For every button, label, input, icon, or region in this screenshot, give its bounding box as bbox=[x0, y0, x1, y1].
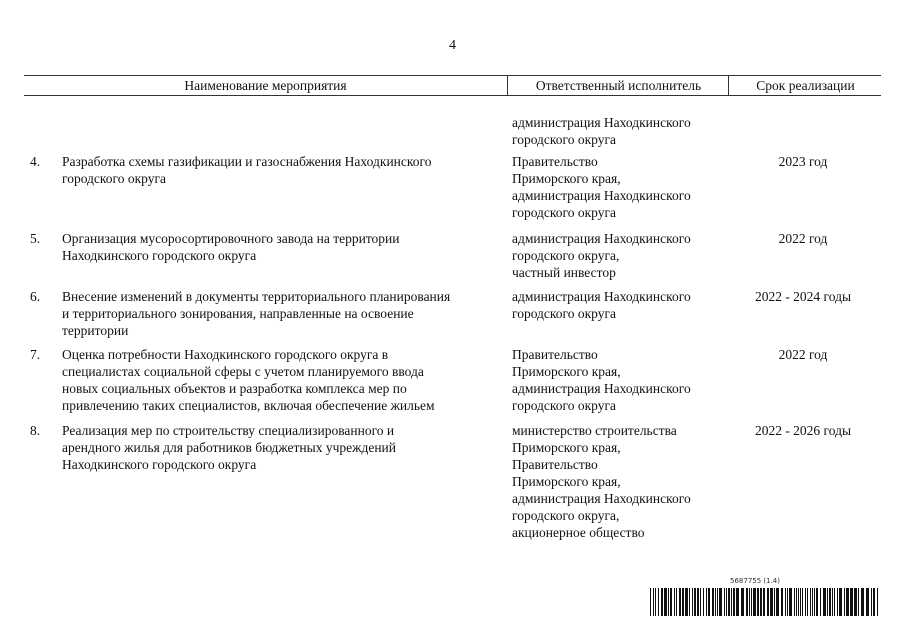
barcode-bar bbox=[800, 588, 801, 616]
barcode-bar bbox=[712, 588, 714, 616]
barcode-bar bbox=[776, 588, 779, 616]
desc-line: городского округа bbox=[62, 171, 167, 186]
barcode-bar bbox=[741, 588, 744, 616]
barcode-bar bbox=[676, 588, 677, 616]
continuation-line: городского округа bbox=[512, 132, 617, 147]
desc-line: Разработка схемы газификации и газоснабжения Находкинского bbox=[62, 154, 432, 169]
barcode-icon bbox=[650, 588, 880, 616]
resp-line: Правительство bbox=[512, 457, 598, 472]
resp-line: городского округа bbox=[512, 306, 617, 321]
barcode-bar bbox=[746, 588, 748, 616]
barcode-bar bbox=[866, 588, 869, 616]
barcode-bar bbox=[794, 588, 795, 616]
barcode-bar bbox=[703, 588, 704, 616]
barcode-bar bbox=[700, 588, 701, 616]
barcode-bar bbox=[789, 588, 792, 616]
barcode-bar bbox=[692, 588, 693, 616]
desc-line: новых социальных объектов и разработка комплекса мер по bbox=[62, 381, 407, 396]
barcode-bar bbox=[807, 588, 808, 616]
resp-line: городского округа, bbox=[512, 248, 620, 263]
barcode-bar bbox=[726, 588, 727, 616]
row-description bbox=[62, 346, 502, 414]
barcode-bar bbox=[781, 588, 783, 616]
barcode-bar bbox=[814, 588, 815, 616]
barcode-bar bbox=[653, 588, 654, 616]
barcode-bar bbox=[767, 588, 769, 616]
barcode-bar bbox=[805, 588, 806, 616]
header-name: Наименование мероприятия bbox=[184, 78, 347, 93]
barcode-bar bbox=[719, 588, 722, 616]
row-term: 2022 год bbox=[778, 347, 828, 362]
barcode-bar bbox=[844, 588, 845, 616]
barcode-bar bbox=[823, 588, 826, 616]
barcode-bar bbox=[685, 588, 688, 616]
barcode-bar bbox=[674, 588, 675, 616]
desc-line: Организация мусоросортировочного завода на территории bbox=[62, 231, 400, 246]
barcode-bar bbox=[670, 588, 672, 616]
barcode-bar bbox=[749, 588, 750, 616]
header-term: Срок реализации bbox=[728, 76, 882, 95]
resp-line: Приморского края, bbox=[512, 474, 621, 489]
continuation-responsible bbox=[512, 114, 691, 148]
barcode-bar bbox=[751, 588, 752, 616]
barcode-bar bbox=[655, 588, 656, 616]
table-header bbox=[24, 75, 881, 96]
desc-line: Находкинского городского округа bbox=[62, 248, 257, 263]
barcode-bar bbox=[697, 588, 699, 616]
row-description bbox=[62, 288, 502, 339]
page-number: 4 bbox=[449, 38, 456, 53]
barcode-bar bbox=[679, 588, 681, 616]
barcode-bar bbox=[787, 588, 788, 616]
desc-line: арендного жилья для работников бюджетных учреждений bbox=[62, 440, 396, 455]
resp-line: министерство строительства bbox=[512, 423, 677, 438]
desc-line: привлечению таких специалистов, включая обеспечение жильем bbox=[62, 398, 435, 413]
barcode-bar bbox=[846, 588, 849, 616]
barcode-bar bbox=[763, 588, 765, 616]
resp-line: частный инвестор bbox=[512, 265, 616, 280]
barcode-caption: 5687755 (1.4) bbox=[730, 577, 780, 585]
row-term: 2023 год bbox=[778, 154, 828, 169]
barcode-bar bbox=[757, 588, 759, 616]
resp-line: городского округа bbox=[512, 205, 617, 220]
resp-line: Правительство bbox=[512, 347, 598, 362]
barcode-bar bbox=[715, 588, 716, 616]
row-description bbox=[62, 153, 502, 187]
row-responsible bbox=[512, 346, 732, 414]
row-responsible bbox=[512, 230, 732, 281]
barcode-bar bbox=[694, 588, 696, 616]
barcode-bar bbox=[706, 588, 707, 616]
row-number: 6. bbox=[30, 289, 41, 304]
barcode-bar bbox=[650, 588, 651, 616]
resp-line: городского округа bbox=[512, 398, 617, 413]
barcode-bar bbox=[834, 588, 835, 616]
resp-line: городского округа, bbox=[512, 508, 620, 523]
barcode-bar bbox=[871, 588, 872, 616]
resp-line: Приморского края, bbox=[512, 171, 621, 186]
row-term: 2022 - 2026 годы bbox=[754, 423, 852, 438]
resp-line: акционерное общество bbox=[512, 525, 645, 540]
row-term: 2022 год bbox=[778, 231, 828, 246]
desc-line: Находкинского городского округа bbox=[62, 457, 257, 472]
barcode-bar bbox=[733, 588, 735, 616]
barcode-bar bbox=[816, 588, 818, 616]
row-description bbox=[62, 422, 502, 473]
barcode-bar bbox=[668, 588, 669, 616]
resp-line: Приморского края, bbox=[512, 440, 621, 455]
barcode-bar bbox=[837, 588, 838, 616]
row-number: 7. bbox=[30, 347, 41, 362]
barcode-bar bbox=[854, 588, 857, 616]
barcode-bar bbox=[774, 588, 775, 616]
barcode-bar bbox=[731, 588, 732, 616]
barcode-bar bbox=[753, 588, 756, 616]
continuation-line: администрация Находкинского bbox=[512, 115, 691, 130]
barcode-bar bbox=[810, 588, 811, 616]
barcode-bar bbox=[708, 588, 710, 616]
barcode-bar bbox=[850, 588, 853, 616]
barcode-bar bbox=[802, 588, 803, 616]
barcode-bar bbox=[724, 588, 725, 616]
barcode-bar bbox=[760, 588, 762, 616]
row-number: 8. bbox=[30, 423, 41, 438]
barcode-bar bbox=[796, 588, 797, 616]
barcode-bar bbox=[682, 588, 684, 616]
barcode-bar bbox=[820, 588, 821, 616]
header-responsible: Ответственный исполнитель bbox=[507, 76, 729, 95]
barcode-bar bbox=[661, 588, 663, 616]
barcode bbox=[650, 580, 880, 616]
barcode-bar bbox=[717, 588, 718, 616]
barcode-bar bbox=[770, 588, 773, 616]
barcode-bar bbox=[829, 588, 831, 616]
desc-line: специалистах социальной сферы с учетом планируемого ввода bbox=[62, 364, 424, 379]
resp-line: Правительство bbox=[512, 154, 598, 169]
barcode-bar bbox=[839, 588, 842, 616]
barcode-bar bbox=[798, 588, 799, 616]
desc-line: и территориального зонирования, направленные на освоение bbox=[62, 306, 414, 321]
barcode-bar bbox=[689, 588, 690, 616]
row-description bbox=[62, 230, 502, 264]
barcode-bar bbox=[785, 588, 786, 616]
barcode-bar bbox=[858, 588, 859, 616]
row-number: 4. bbox=[30, 154, 41, 169]
barcode-bar bbox=[827, 588, 828, 616]
desc-line: Реализация мер по строительству специализированного и bbox=[62, 423, 395, 438]
desc-line: территории bbox=[62, 323, 129, 338]
barcode-bar bbox=[658, 588, 659, 616]
barcode-bar bbox=[832, 588, 833, 616]
resp-line: администрация Находкинского bbox=[512, 491, 691, 506]
barcode-bar bbox=[664, 588, 667, 616]
resp-line: администрация Находкинского bbox=[512, 231, 691, 246]
barcode-bar bbox=[877, 588, 878, 616]
desc-line: Оценка потребности Находкинского городского округа в bbox=[62, 347, 389, 362]
resp-line: администрация Находкинского bbox=[512, 381, 691, 396]
barcode-bar bbox=[812, 588, 813, 616]
barcode-bar bbox=[873, 588, 875, 616]
row-number: 5. bbox=[30, 231, 41, 246]
resp-line: администрация Находкинского bbox=[512, 289, 691, 304]
row-responsible bbox=[512, 288, 732, 322]
resp-line: администрация Находкинского bbox=[512, 188, 691, 203]
barcode-bar bbox=[728, 588, 730, 616]
row-responsible bbox=[512, 153, 732, 221]
desc-line: Внесение изменений в документы территориального планирования bbox=[62, 289, 451, 304]
row-responsible bbox=[512, 422, 732, 541]
barcode-bar bbox=[736, 588, 739, 616]
barcode-bar bbox=[861, 588, 864, 616]
resp-line: Приморского края, bbox=[512, 364, 621, 379]
row-term: 2022 - 2024 годы bbox=[754, 289, 852, 304]
